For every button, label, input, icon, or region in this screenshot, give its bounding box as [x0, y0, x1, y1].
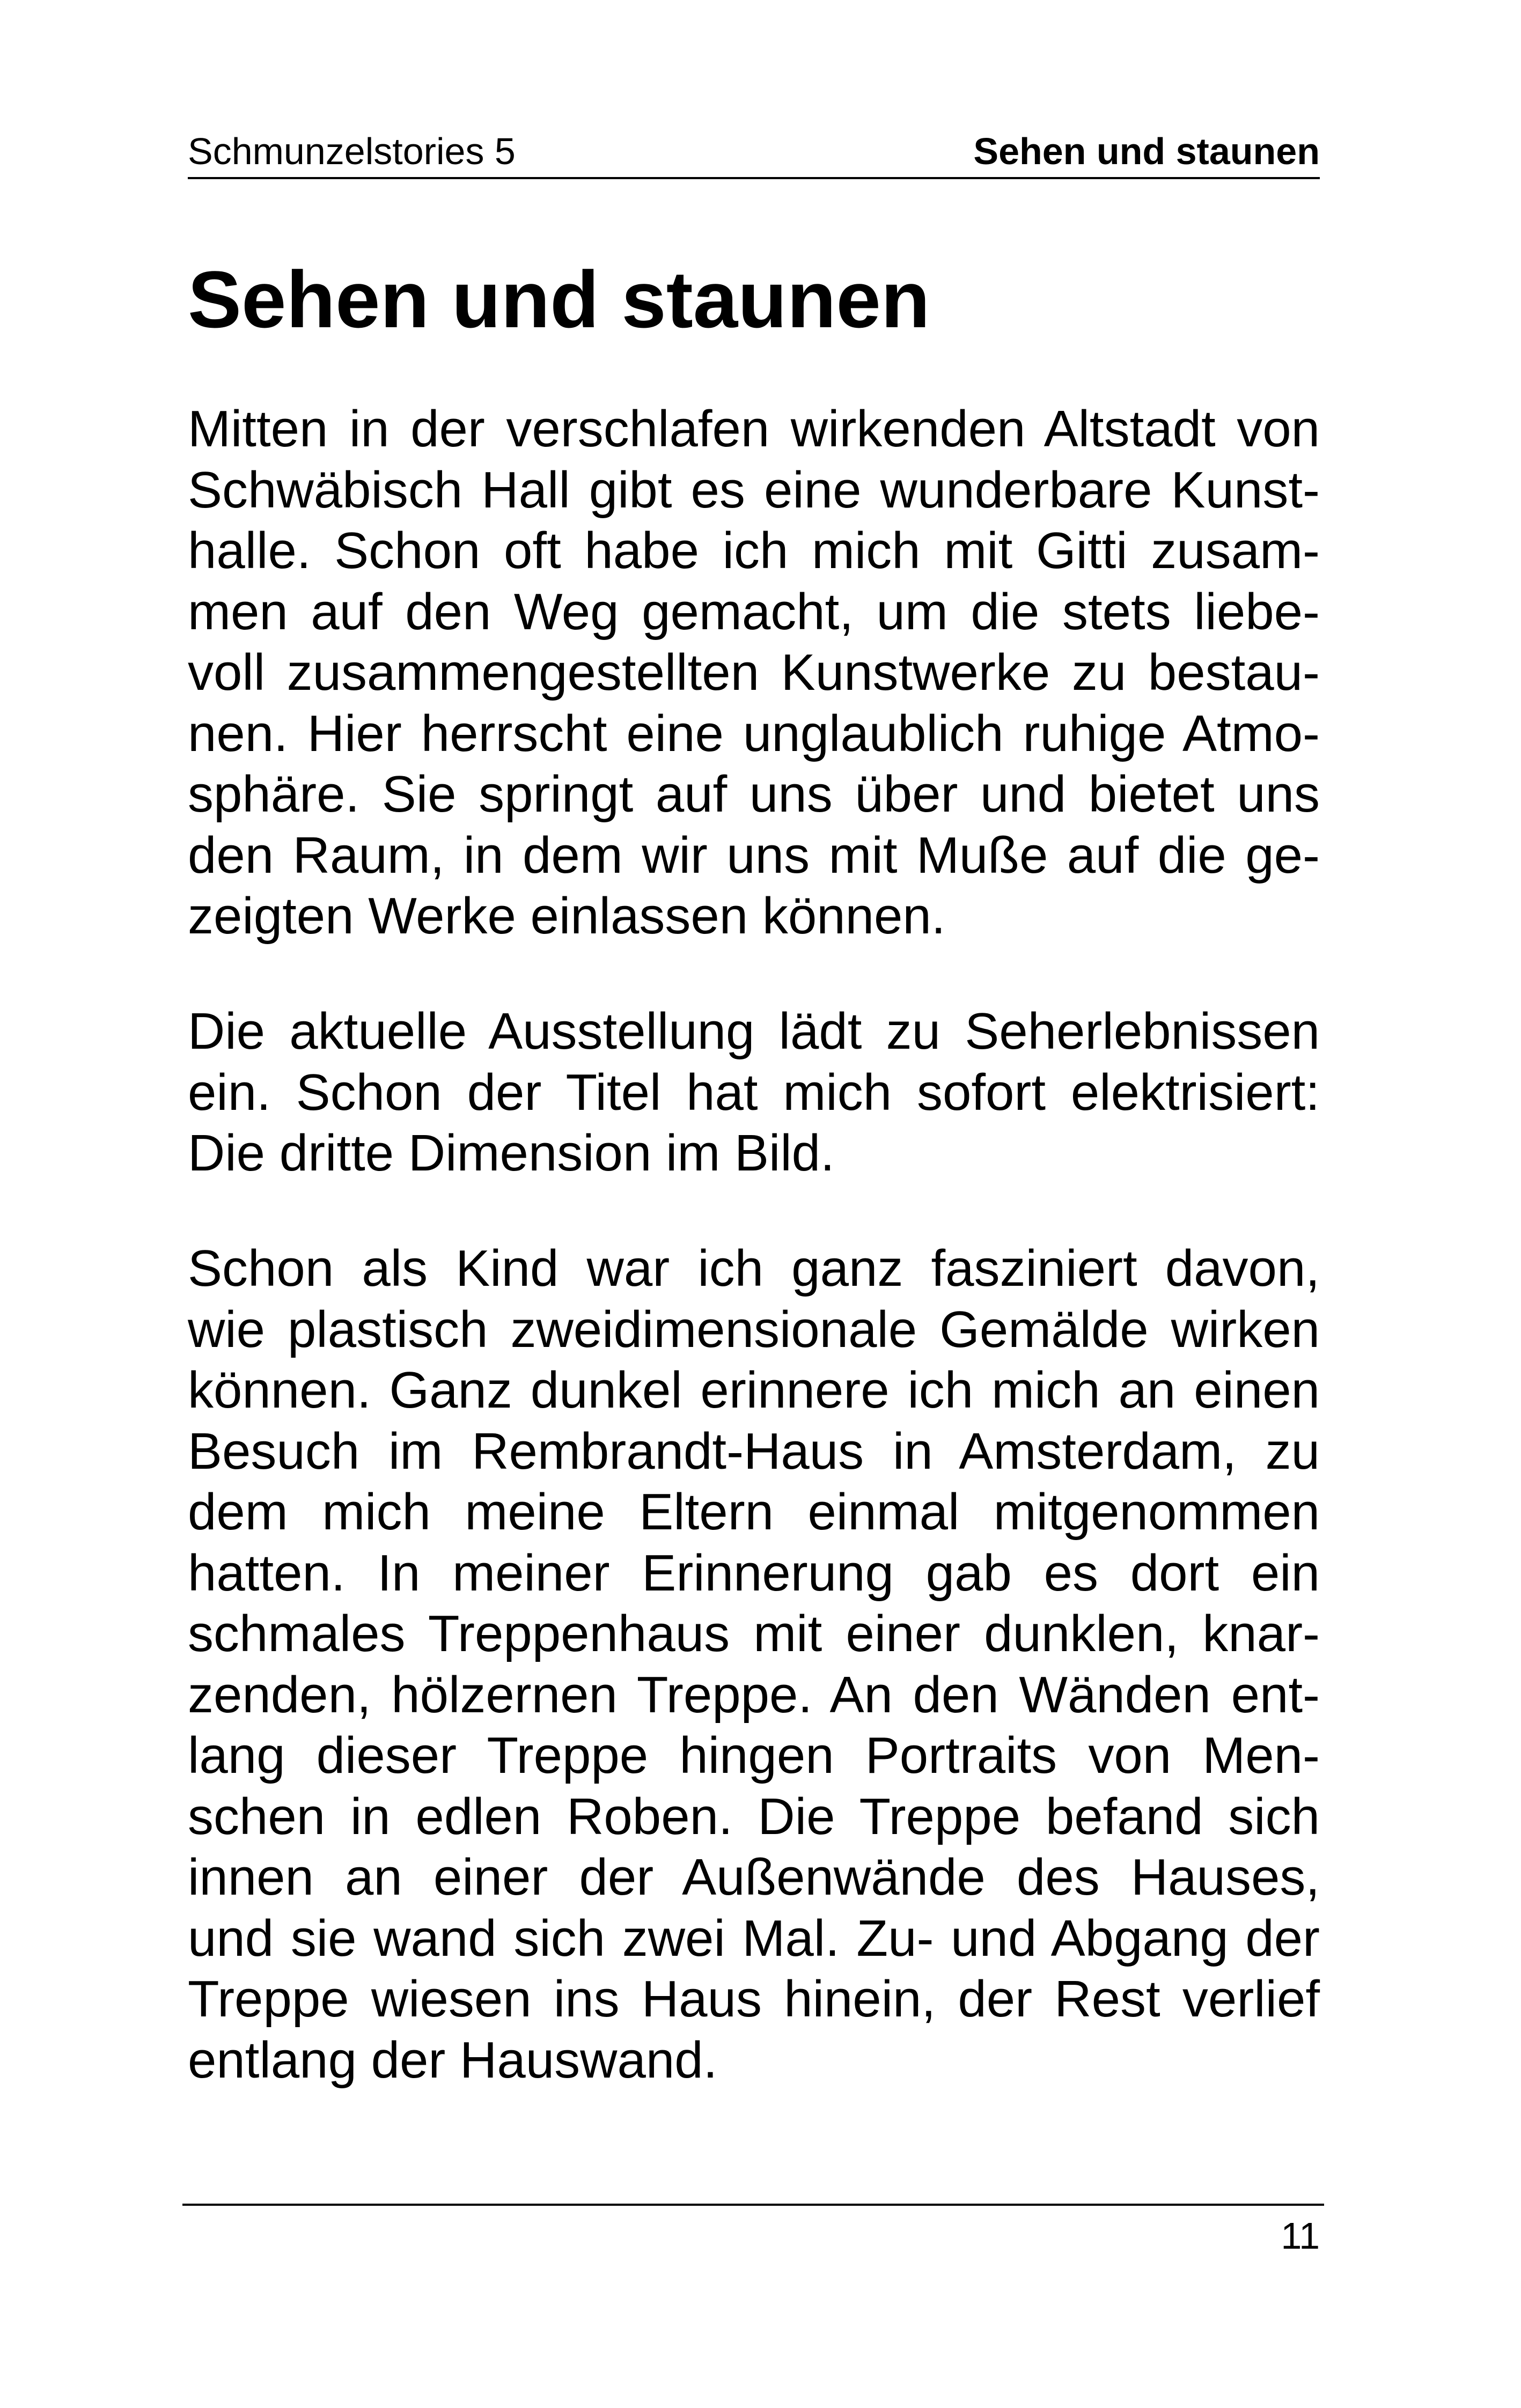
text-line: nen. Hier herrscht eine unglaublich ruhige Atmo-: [188, 704, 1320, 762]
text-line: ein. Schon der Titel hat mich sofort elektrisiert:: [188, 1063, 1320, 1121]
text-line: den Raum, in dem wir uns mit Muße auf die ge-: [188, 826, 1320, 884]
text-line: Treppe wiesen ins Haus hinein, der Rest verlief: [188, 1970, 1320, 2028]
text-line: Die aktuelle Ausstellung lädt zu Seherlebnissen: [188, 1003, 1320, 1060]
text-line: lang dieser Treppe hingen Portraits von Men-: [188, 1727, 1320, 1784]
text-line: voll zusammengestellten Kunstwerke zu bestau-: [188, 644, 1320, 701]
text-line: dem mich meine Eltern einmal mitgenommen: [188, 1483, 1320, 1541]
text-line: zenden, hölzernen Treppe. An den Wänden ent-: [188, 1666, 1320, 1724]
page-number: 11: [1281, 2215, 1320, 2257]
text-line: Mitten in der verschlafen wirkenden Altstadt von: [188, 400, 1320, 458]
text-line: schmales Treppenhaus mit einer dunklen, knar-: [188, 1605, 1320, 1662]
text-line: entlang der Hauswand.: [188, 2031, 718, 2089]
text-line: sphäre. Sie springt auf uns über und bietet uns: [188, 765, 1320, 823]
text-line: Die dritte Dimension im Bild.: [188, 1124, 835, 1182]
text-line: Schwäbisch Hall gibt es eine wunderbare Kunst-: [188, 461, 1320, 519]
paragraph-3: [188, 1238, 1320, 2090]
text-line: hatten. In meiner Erinnerung gab es dort ein: [188, 1544, 1320, 1602]
paragraph-1: [188, 399, 1320, 947]
text-line: innen an einer der Außenwände des Hauses,: [188, 1849, 1320, 1906]
paragraph-2: [188, 1001, 1320, 1184]
header-book-title: Schmunzelstories 5: [188, 130, 516, 172]
text-line: Schon als Kind war ich ganz fasziniert davon,: [188, 1240, 1320, 1297]
text-line: schen in edlen Roben. Die Treppe befand sich: [188, 1787, 1320, 1845]
footer-divider: [182, 2204, 1324, 2206]
text-line: können. Ganz dunkel erinnere ich mich an einen: [188, 1361, 1320, 1419]
text-line: zeigten Werke einlassen können.: [188, 887, 946, 945]
header-chapter-title: Sehen und staunen: [973, 130, 1320, 172]
text-line: halle. Schon oft habe ich mich mit Gitti zusam-: [188, 522, 1320, 579]
text-line: und sie wand sich zwei Mal. Zu- und Abgang der: [188, 1909, 1320, 1967]
text-line: wie plastisch zweidimensionale Gemälde wirken: [188, 1300, 1320, 1358]
chapter-title: Sehen und staunen: [188, 254, 930, 344]
text-line: men auf den Weg gemacht, um die stets liebe-: [188, 583, 1320, 640]
running-header: [188, 128, 1320, 179]
text-line: Besuch im Rembrandt-Haus in Amsterdam, zu: [188, 1422, 1320, 1480]
